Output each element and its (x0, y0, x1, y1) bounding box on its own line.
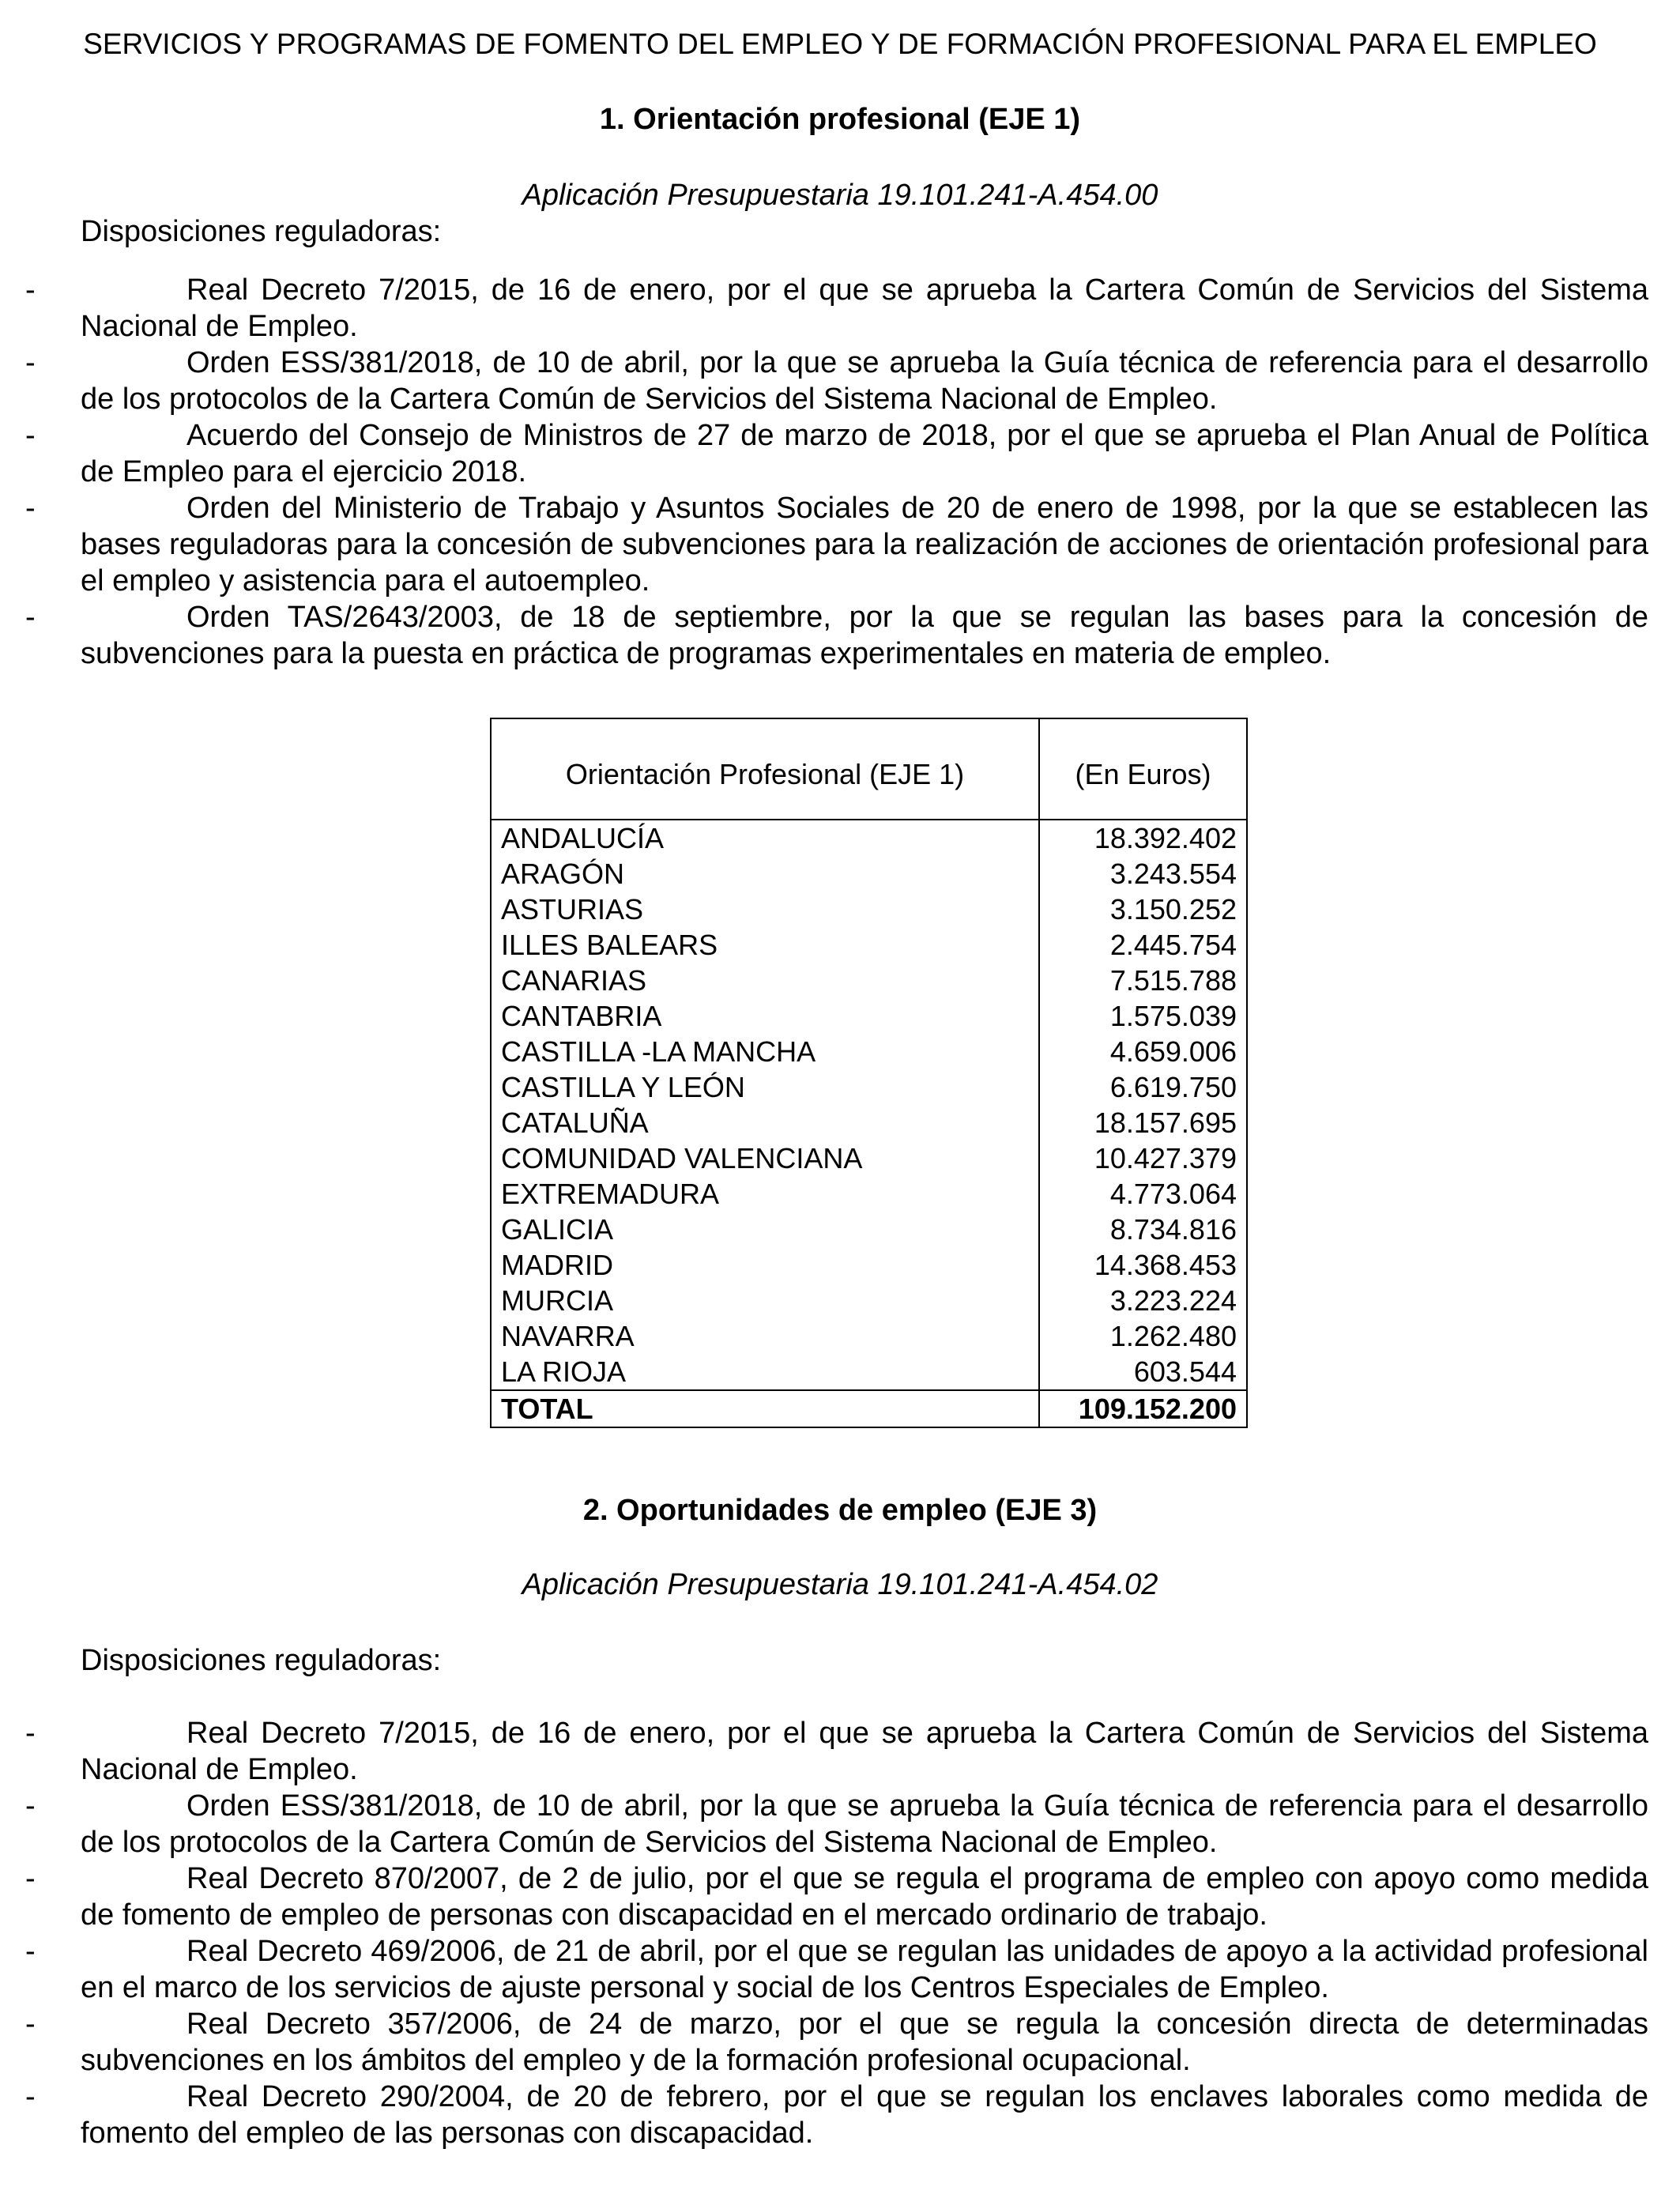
list-item (0, 2079, 1680, 2151)
dash-bullet: - (25, 1717, 36, 1750)
region-cell: ARAGÓN (491, 856, 1039, 892)
amount-cell: 14.368.453 (1039, 1247, 1247, 1283)
table-total-row (491, 1390, 1247, 1427)
list-item (0, 1933, 1680, 2006)
section-2-title: 2. Oportunidades de empleo (EJE 3) (582, 1494, 1098, 1527)
region-cell: CASTILLA -LA MANCHA (491, 1034, 1039, 1069)
table-row (491, 1283, 1247, 1318)
orientacion-table (490, 718, 1248, 1428)
section-1-disposiciones-label: Disposiciones reguladoras: (81, 215, 442, 248)
col-header-euros: (En Euros) (1039, 718, 1247, 820)
table-row (491, 963, 1247, 998)
amount-cell: 4.659.006 (1039, 1034, 1247, 1069)
section-1-title: 1. Orientación profesional (EJE 1) (599, 103, 1081, 136)
region-cell: MURCIA (491, 1283, 1039, 1318)
list-item-text: Real Decreto 7/2015, de 16 de enero, por el que se aprueba la Cartera Común de Servicios del Sistema Nacional de Empleo. (81, 1717, 1648, 1786)
amount-cell: 8.734.816 (1039, 1212, 1247, 1247)
amount-cell: 603.544 (1039, 1354, 1247, 1390)
col-header-region: Orientación Profesional (EJE 1) (491, 718, 1039, 820)
table-row (491, 856, 1247, 892)
amount-cell: 3.243.554 (1039, 856, 1247, 892)
list-item-text: Real Decreto 290/2004, de 20 de febrero, por el que se regulan los enclaves laborales como medida de fomento del empleo de las personas con discapacidad. (81, 2080, 1648, 2150)
table-row (491, 1176, 1247, 1212)
list-item (0, 345, 1680, 417)
region-cell: CANARIAS (491, 963, 1039, 998)
table-row (491, 820, 1247, 856)
dash-bullet: - (25, 346, 36, 379)
dash-bullet: - (25, 492, 36, 525)
list-item (0, 1715, 1680, 1788)
amount-cell: 18.392.402 (1039, 820, 1247, 856)
table-row (491, 1247, 1247, 1283)
region-cell: ANDALUCÍA (491, 820, 1039, 856)
dash-bullet: - (25, 1789, 36, 1823)
section-2-disposiciones-list (0, 1715, 1680, 2151)
list-item-text: Orden TAS/2643/2003, de 18 de septiembre, por la que se regulan las bases para la concesión de subvenciones para la puesta en práctica de programas experimentales en materia de empleo. (81, 601, 1648, 670)
amount-cell: 4.773.064 (1039, 1176, 1247, 1212)
region-cell: MADRID (491, 1247, 1039, 1283)
table-row (491, 1212, 1247, 1247)
region-cell: CANTABRIA (491, 998, 1039, 1034)
page-header: SERVICIOS Y PROGRAMAS DE FOMENTO DEL EMPLEO Y DE FORMACIÓN PROFESIONAL PARA EL EMPLEO (83, 28, 1597, 60)
section-2-aplicacion: Aplicación Presupuestaria 19.101.241-A.454.02 (522, 1568, 1158, 1601)
region-cell: COMUNIDAD VALENCIANA (491, 1140, 1039, 1176)
region-cell: CATALUÑA (491, 1105, 1039, 1140)
table-row (491, 892, 1247, 927)
amount-cell: 7.515.788 (1039, 963, 1247, 998)
amount-cell: 1.262.480 (1039, 1318, 1247, 1354)
table-header-row (491, 718, 1247, 820)
table-row (491, 1318, 1247, 1354)
amount-cell: 1.575.039 (1039, 998, 1247, 1034)
section-1-disposiciones-list (0, 272, 1680, 672)
amount-cell: 18.157.695 (1039, 1105, 1247, 1140)
dash-bullet: - (25, 601, 36, 634)
table-row (491, 998, 1247, 1034)
list-item (0, 599, 1680, 672)
list-item-text: Orden ESS/381/2018, de 10 de abril, por la que se aprueba la Guía técnica de referencia para el desarrollo de los protocolos de la Cartera Común de Servicios del Sistema Nacional de Empleo. (81, 346, 1648, 416)
region-cell: CASTILLA Y LEÓN (491, 1069, 1039, 1105)
section-1-aplicacion: Aplicación Presupuestaria 19.101.241-A.454.00 (522, 179, 1158, 212)
list-item (0, 417, 1680, 490)
region-cell: ILLES BALEARS (491, 927, 1039, 963)
section-2-disposiciones-label: Disposiciones reguladoras: (81, 1644, 442, 1677)
table-row (491, 1354, 1247, 1390)
table-row (491, 1140, 1247, 1176)
dash-bullet: - (25, 1862, 36, 1895)
region-cell: NAVARRA (491, 1318, 1039, 1354)
list-item-text: Orden ESS/381/2018, de 10 de abril, por la que se aprueba la Guía técnica de referencia para el desarrollo de los protocolos de la Cartera Común de Servicios del Sistema Nacional de Empleo. (81, 1789, 1648, 1859)
list-item-text: Real Decreto 870/2007, de 2 de julio, por el que se regula el programa de empleo con apoyo como medida de fomento de empleo de personas con discapacidad en el mercado ordinario de trabajo. (81, 1862, 1648, 1932)
amount-cell: 3.223.224 (1039, 1283, 1247, 1318)
list-item (0, 272, 1680, 345)
list-item-text: Real Decreto 469/2006, de 21 de abril, por el que se regulan las unidades de apoyo a la actividad profesional en el marco de los servicios de ajuste personal y social de los Centros Especiales de Empleo. (81, 1935, 1648, 2004)
table-row (491, 1034, 1247, 1069)
region-cell: GALICIA (491, 1212, 1039, 1247)
amount-cell: 10.427.379 (1039, 1140, 1247, 1176)
region-cell: EXTREMADURA (491, 1176, 1039, 1212)
list-item-text: Orden del Ministerio de Trabajo y Asuntos Sociales de 20 de enero de 1998, por la que se establecen las bases reguladoras para la concesión de subvenciones para la realización de acciones de orientación profesional para el empleo y asistencia para el autoempleo. (81, 492, 1648, 598)
list-item-text: Acuerdo del Consejo de Ministros de 27 de marzo de 2018, por el que se aprueba el Plan Anual de Política de Empleo para el ejercicio 2018. (81, 419, 1648, 488)
total-value: 109.152.200 (1039, 1390, 1247, 1427)
list-item (0, 1788, 1680, 1860)
list-item-text: Real Decreto 7/2015, de 16 de enero, por el que se aprueba la Cartera Común de Servicios del Sistema Nacional de Empleo. (81, 273, 1648, 343)
amount-cell: 6.619.750 (1039, 1069, 1247, 1105)
list-item-text: Real Decreto 357/2006, de 24 de marzo, por el que se regula la concesión directa de determinadas subvenciones en los ámbitos del empleo y de la formación profesional ocupacional. (81, 2007, 1648, 2077)
amount-cell: 3.150.252 (1039, 892, 1247, 927)
dash-bullet: - (25, 273, 36, 307)
dash-bullet: - (25, 2080, 36, 2113)
list-item (0, 2006, 1680, 2079)
region-cell: ASTURIAS (491, 892, 1039, 927)
table-row (491, 927, 1247, 963)
table-row (491, 1069, 1247, 1105)
list-item (0, 490, 1680, 599)
table-row (491, 1105, 1247, 1140)
total-label: TOTAL (491, 1390, 1039, 1427)
dash-bullet: - (25, 2007, 36, 2041)
dash-bullet: - (25, 1935, 36, 1968)
amount-cell: 2.445.754 (1039, 927, 1247, 963)
dash-bullet: - (25, 419, 36, 452)
list-item (0, 1860, 1680, 1933)
region-cell: LA RIOJA (491, 1354, 1039, 1390)
